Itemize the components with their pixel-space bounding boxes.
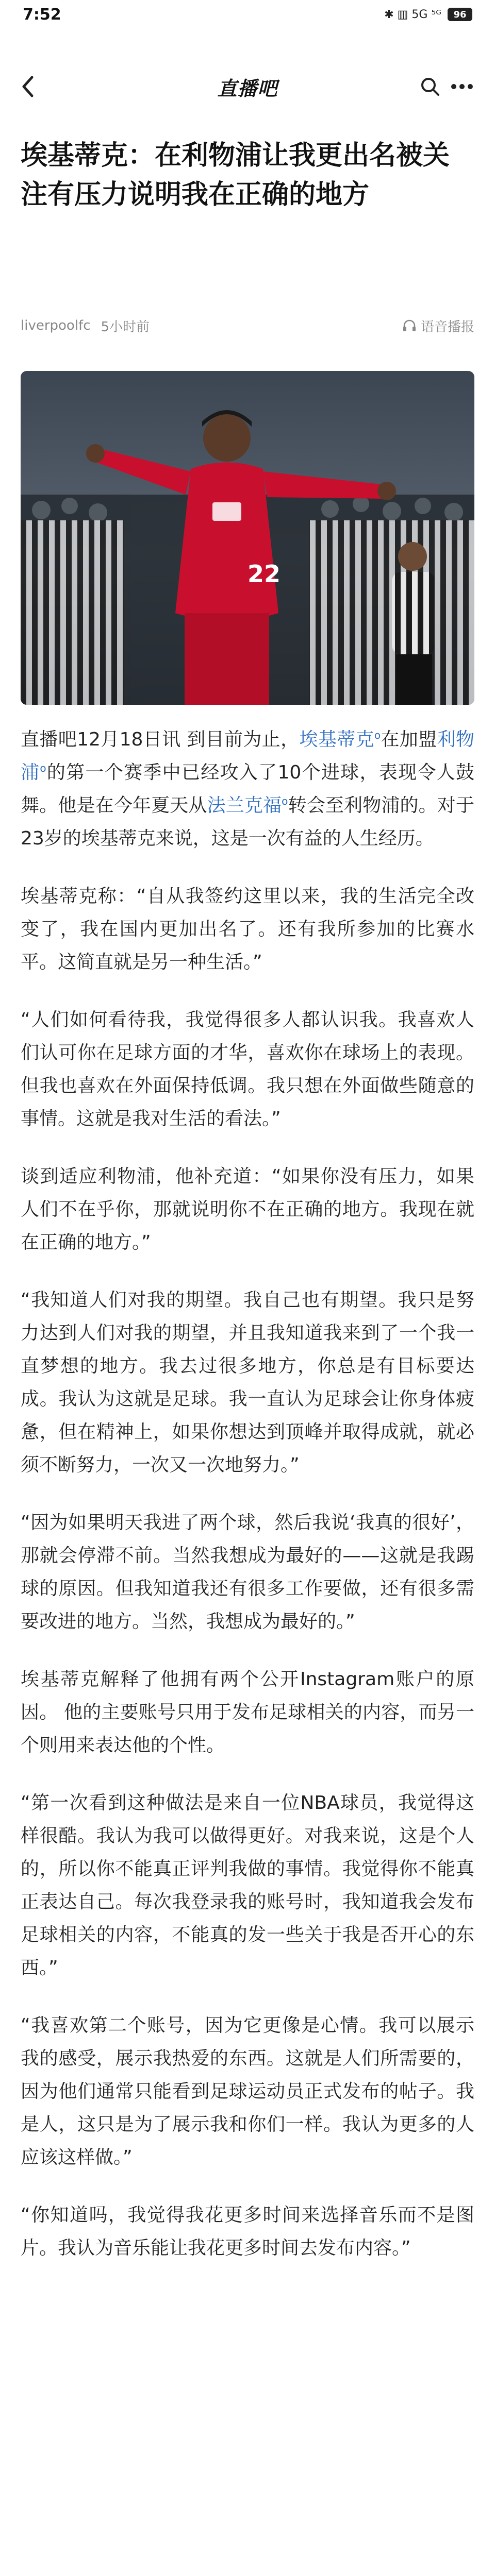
article-author[interactable]: liverpoolfc (21, 318, 91, 333)
article-paragraph: 埃基蒂克称：“自从我签约这里以来，我的生活完全改变了，我在国内更加出名了。还有我所参加的比赛水平。这简直就是另一种生活。” (21, 886, 474, 973)
paragraph-text: 转会至利物浦的。对于23岁的埃基蒂克来说，这是一次有益的人生经历。 (21, 795, 474, 849)
paragraph-text: 在加盟 (381, 729, 437, 750)
article-meta (21, 315, 474, 336)
app-title: 直播吧 (217, 77, 278, 100)
more-dots-icon[interactable] (449, 73, 475, 100)
link-indicator-icon: o (374, 729, 381, 741)
article-paragraph: 谈到适应利物浦，他补充道：“如果你没有压力，如果人们不在乎你，那就说明你不在正确的地方。我现在就在正确的地方。” (21, 1166, 474, 1253)
link-indicator-icon: o (282, 795, 288, 807)
article-time: 5小时前 (101, 319, 150, 335)
status-bar (0, 0, 495, 29)
article-paragraph: “我知道人们对我的期望。我自己也有期望。我只是努力达到人们对我的期望，并且我知道我来到了一个我一直梦想的地方。我去过很多地方，你总是有目标要达成。我认为这就是足球。我一直认为足球会让你身体疲惫，但在精神上，如果你想达到顶峰并取得成就，就必须不断努力，一次又一次地努力。” (21, 1290, 474, 1476)
article-paragraph: “人们如何看待我，我觉得很多人都认识我。我喜欢人们认可你在足球方面的才华，喜欢你在球场上的表现。但我也喜欢在外面保持低调。我只想在外面做些随意的事情。这就是我对生活的看法。” (21, 1009, 474, 1129)
battery-icon: 96 (448, 8, 472, 21)
article-paragraph (21, 723, 474, 855)
hero-image[interactable] (21, 371, 474, 705)
article-paragraph: 埃基蒂克解释了他拥有两个公开Instagram账户的原因。 他的主要账号只用于发布足球相关的内容，而另一个则用来表达他的个性。 (21, 1669, 474, 1756)
chevron-left-icon[interactable] (14, 73, 41, 100)
paragraph-text: 的第一个赛季中已经攻入了10个进球，表现令人鼓舞。他是在今年夏天从 (21, 762, 474, 816)
article-paragraph: “你知道吗，我觉得我花更多时间来选择音乐而不是图片。我认为音乐能让我花更多时间去发布内容。” (21, 2205, 474, 2259)
link-liverpool[interactable]: 利物浦 (21, 729, 474, 783)
status-indicators (384, 8, 472, 21)
link-frankfurt[interactable]: 法兰克福 (207, 795, 282, 816)
audio-label: 语音播报 (420, 319, 474, 335)
article-paragraph: “第一次看到这种做法是来自一位NBA球员，我觉得这样很酷。我认为我可以做得更好。对我来说，这是个人的，所以你不能真正评判我做的事情。我觉得你不能真正表达自己。每次我登录我的账号时，我知道我会发布足球相关的内容，不能真的发一些关于我是否开心的东西。” (21, 1792, 474, 1978)
article-title: 埃基蒂克：在利物浦让我更出名被关注有压力说明我在正确的地方 (21, 140, 450, 210)
nav-bar (0, 62, 495, 111)
audio-play-button[interactable] (402, 316, 474, 335)
status-time: 7:52 (23, 5, 61, 24)
article-body (21, 723, 474, 2265)
link-indicator-icon: o (40, 762, 46, 774)
article-paragraph: “我喜欢第二个账号，因为它更像是心情。我可以展示我的感受，展示我热爱的东西。这就是人们所需要的，因为他们通常只能看到足球运动员正式发布的帖子。我是人，这只是为了展示我和你们一样。我认为更多的人应该这样做。” (21, 2015, 474, 2168)
headphones-icon (402, 318, 417, 333)
jersey-number: 22 (248, 560, 281, 588)
link-ekitike[interactable]: 埃基蒂克 (299, 729, 374, 750)
article-paragraph: “因为如果明天我进了两个球，然后我说‘我真的很好’，那就会停滞不前。当然我想成为最好的——这就是我踢球的原因。但我知道我还有很多工作要做，还有很多需要改进的地方。当然，我想成为最好的。” (21, 1512, 474, 1632)
signal-icons: ✱ ▥ 5G ⁵ᴳ (384, 8, 441, 21)
paragraph-text: 直播吧12月18日讯 到目前为止， (21, 729, 300, 750)
search-icon[interactable] (417, 73, 443, 100)
